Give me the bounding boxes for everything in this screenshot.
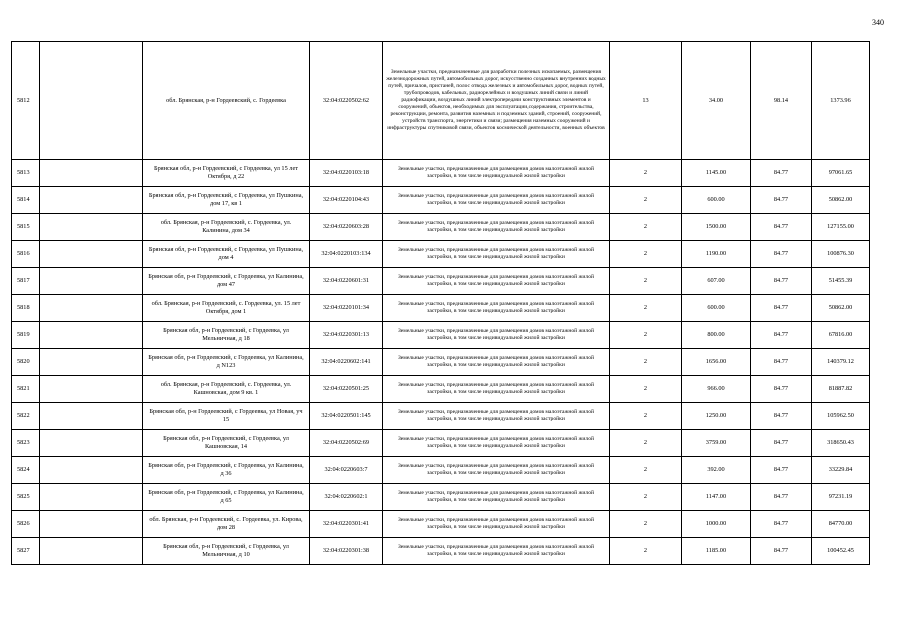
land-use-cell: Земельные участки, предназначенные для размещения домов малоэтажной жилой застройки, в том числе индивидуальной жилой застройки — [383, 349, 610, 376]
address-cell: Брянская обл, р-н Гордеевский, с Гордеевка, ул Кашновская, 14 — [143, 430, 310, 457]
address-cell: обл. Брянская, р-н Гордеевский, с. Гордеевка, ул. 15 лет Октября, дом 1 — [143, 295, 310, 322]
group-cell: 13 — [610, 42, 682, 160]
rate-cell: 84.77 — [751, 241, 812, 268]
area-cell: 1500.00 — [682, 214, 751, 241]
cadastral-number-cell: 32:04:0220301:41 — [310, 511, 383, 538]
rate-cell: 84.77 — [751, 322, 812, 349]
group-cell: 2 — [610, 511, 682, 538]
row-number: 5825 — [12, 484, 40, 511]
land-use-cell: Земельные участки, предназначенные для размещения домов малоэтажной жилой застройки, в том числе индивидуальной жилой застройки — [383, 511, 610, 538]
area-cell: 607.00 — [682, 268, 751, 295]
cadastral-number-cell: 32:04:0220601:31 — [310, 268, 383, 295]
land-use-cell: Земельные участки, предназначенные для размещения домов малоэтажной жилой застройки, в том числе индивидуальной жилой застройки — [383, 295, 610, 322]
empty-cell — [40, 376, 143, 403]
empty-cell — [40, 295, 143, 322]
group-cell: 2 — [610, 214, 682, 241]
table-row — [12, 430, 870, 457]
value-cell: 105962.50 — [812, 403, 870, 430]
cadastral-number-cell: 32:04:0220301:38 — [310, 538, 383, 565]
land-use-cell: Земельные участки, предназначенные для размещения домов малоэтажной жилой застройки, в том числе индивидуальной жилой застройки — [383, 430, 610, 457]
table-row — [12, 322, 870, 349]
cadastral-number-cell: 32:04:0220301:13 — [310, 322, 383, 349]
empty-cell — [40, 322, 143, 349]
address-cell: обл. Брянская, р-н Гордеевский, с. Гордеевка, ул. Калинина, дом 34 — [143, 214, 310, 241]
value-cell: 140379.12 — [812, 349, 870, 376]
table-row — [12, 42, 870, 160]
rate-cell: 84.77 — [751, 160, 812, 187]
table-body — [12, 42, 870, 565]
empty-cell — [40, 403, 143, 430]
rate-cell: 84.77 — [751, 295, 812, 322]
page-number: 340 — [872, 18, 884, 27]
row-number: 5822 — [12, 403, 40, 430]
cadastral-number-cell: 32:04:0220603:7 — [310, 457, 383, 484]
table-row — [12, 349, 870, 376]
area-cell: 800.00 — [682, 322, 751, 349]
row-number: 5827 — [12, 538, 40, 565]
area-cell: 1190.00 — [682, 241, 751, 268]
value-cell: 318650.43 — [812, 430, 870, 457]
row-number: 5823 — [12, 430, 40, 457]
area-cell: 966.00 — [682, 376, 751, 403]
table-row — [12, 187, 870, 214]
value-cell: 100876.30 — [812, 241, 870, 268]
rate-cell: 84.77 — [751, 457, 812, 484]
row-number: 5818 — [12, 295, 40, 322]
cadastral-value-table — [11, 41, 870, 565]
area-cell: 3759.00 — [682, 430, 751, 457]
rate-cell: 84.77 — [751, 430, 812, 457]
land-use-cell: Земельные участки, предназначенные для размещения домов малоэтажной жилой застройки, в том числе индивидуальной жилой застройки — [383, 214, 610, 241]
value-cell: 100452.45 — [812, 538, 870, 565]
empty-cell — [40, 511, 143, 538]
rate-cell: 84.77 — [751, 538, 812, 565]
row-number: 5826 — [12, 511, 40, 538]
rate-cell: 84.77 — [751, 214, 812, 241]
address-cell: Брянская обл, р-н Гордеевский, с Гордеевка, ул Пушкина, дом 4 — [143, 241, 310, 268]
rate-cell: 84.77 — [751, 376, 812, 403]
cadastral-number-cell: 32:04:0220502:62 — [310, 42, 383, 160]
value-cell: 1373.96 — [812, 42, 870, 160]
empty-cell — [40, 214, 143, 241]
area-cell: 600.00 — [682, 295, 751, 322]
address-cell: обл. Брянская, р-н Гордеевский, с. Гордеевка, ул. Кирова, дом 28 — [143, 511, 310, 538]
value-cell: 97231.19 — [812, 484, 870, 511]
land-use-cell: Земельные участки, предназначенные для размещения домов малоэтажной жилой застройки, в том числе индивидуальной жилой застройки — [383, 187, 610, 214]
cadastral-number-cell: 32:04:0220501:25 — [310, 376, 383, 403]
value-cell: 51455.39 — [812, 268, 870, 295]
cadastral-number-cell: 32:04:0220103:134 — [310, 241, 383, 268]
empty-cell — [40, 268, 143, 295]
row-number: 5824 — [12, 457, 40, 484]
address-cell: Брянская обл, р-н Гордеевский, с Гордеевка, ул Калинина, д 36 — [143, 457, 310, 484]
value-cell: 50862.00 — [812, 187, 870, 214]
rate-cell: 84.77 — [751, 268, 812, 295]
value-cell: 84770.00 — [812, 511, 870, 538]
empty-cell — [40, 160, 143, 187]
table-row — [12, 160, 870, 187]
row-number: 5819 — [12, 322, 40, 349]
group-cell: 2 — [610, 484, 682, 511]
value-cell: 33229.84 — [812, 457, 870, 484]
area-cell: 1147.00 — [682, 484, 751, 511]
land-use-cell: Земельные участки, предназначенные для размещения домов малоэтажной жилой застройки, в том числе индивидуальной жилой застройки — [383, 268, 610, 295]
area-cell: 34.00 — [682, 42, 751, 160]
table-row — [12, 295, 870, 322]
row-number: 5820 — [12, 349, 40, 376]
table-row — [12, 268, 870, 295]
table-row — [12, 511, 870, 538]
group-cell: 2 — [610, 241, 682, 268]
address-cell: Брянская обл, р-н Гордеевский, с Гордеевка, ул Мельничная, д 18 — [143, 322, 310, 349]
table-row — [12, 538, 870, 565]
land-use-cell: Земельные участки, предназначенные для размещения домов малоэтажной жилой застройки, в том числе индивидуальной жилой застройки — [383, 457, 610, 484]
cadastral-number-cell: 32:04:0220602:141 — [310, 349, 383, 376]
area-cell: 1250.00 — [682, 403, 751, 430]
table-row — [12, 241, 870, 268]
empty-cell — [40, 349, 143, 376]
cadastral-number-cell: 32:04:0220103:18 — [310, 160, 383, 187]
land-use-cell: Земельные участки, предназначенные для размещения домов малоэтажной жилой застройки, в том числе индивидуальной жилой застройки — [383, 538, 610, 565]
value-cell: 97061.65 — [812, 160, 870, 187]
row-number: 5814 — [12, 187, 40, 214]
empty-cell — [40, 187, 143, 214]
area-cell: 392.00 — [682, 457, 751, 484]
cadastral-number-cell: 32:04:0220501:145 — [310, 403, 383, 430]
address-cell: Брянская обл, р-н Гордеевский, с Гордеевка, ул Калинина, д 65 — [143, 484, 310, 511]
table-row — [12, 403, 870, 430]
land-use-cell: Земельные участки, предназначенные для разработки полезных ископаемых, размещения железнодорожных путей, автомобильных дорог, искусственно созданных внутренних водных путей, причалов, пристаней, полос отвода железных и автомобильных дорог, водных путей, трубопроводов, кабельных, радиорелейных и воздушных линий связи и линий радиофикации, воздушных линий электропередачи конструктивных элементов и сооружений, объектов, необходимых для эксплуатации,содержания, строительства, реконструкции, ремонта, развития наземных и подземных зданий, строений, сооружений, устройств транспорта, энергетики и связи; размещения наземных сооружений и инфраструктуры спутниковой связи, объектов космической деятельности, военных объектов — [383, 42, 610, 160]
rate-cell: 84.77 — [751, 403, 812, 430]
group-cell: 2 — [610, 349, 682, 376]
area-cell: 1000.00 — [682, 511, 751, 538]
cadastral-number-cell: 32:04:0220602:1 — [310, 484, 383, 511]
land-use-cell: Земельные участки, предназначенные для размещения домов малоэтажной жилой застройки, в том числе индивидуальной жилой застройки — [383, 160, 610, 187]
row-number: 5815 — [12, 214, 40, 241]
address-cell: Брянская обл, р-н Гордеевский, с Гордеевка, ул Новая, уч 15 — [143, 403, 310, 430]
empty-cell — [40, 430, 143, 457]
empty-cell — [40, 457, 143, 484]
group-cell: 2 — [610, 268, 682, 295]
rate-cell: 84.77 — [751, 484, 812, 511]
group-cell: 2 — [610, 187, 682, 214]
value-cell: 127155.00 — [812, 214, 870, 241]
row-number: 5813 — [12, 160, 40, 187]
table-row — [12, 214, 870, 241]
area-cell: 1185.00 — [682, 538, 751, 565]
empty-cell — [40, 241, 143, 268]
area-cell: 1656.00 — [682, 349, 751, 376]
address-cell: обл. Брянская, р-н Гордеевский, с. Гордеевка — [143, 42, 310, 160]
cadastral-number-cell: 32:04:0220603:28 — [310, 214, 383, 241]
table-row — [12, 457, 870, 484]
row-number: 5812 — [12, 42, 40, 160]
cadastral-number-cell: 32:04:0220502:69 — [310, 430, 383, 457]
group-cell: 2 — [610, 403, 682, 430]
group-cell: 2 — [610, 376, 682, 403]
address-cell: обл. Брянская, р-н Гордеевский, с. Гордеевка, ул. Кашновская, дом 9 кв. 1 — [143, 376, 310, 403]
table-row — [12, 484, 870, 511]
cadastral-number-cell: 32:04:0220104:43 — [310, 187, 383, 214]
value-cell: 81887.82 — [812, 376, 870, 403]
rate-cell: 84.77 — [751, 349, 812, 376]
area-cell: 600.00 — [682, 187, 751, 214]
rate-cell: 84.77 — [751, 187, 812, 214]
address-cell: Брянская обл, р-н Гордеевский, с Гордеевка, ул Пушкина, дом 17, кв 1 — [143, 187, 310, 214]
empty-cell — [40, 538, 143, 565]
row-number: 5821 — [12, 376, 40, 403]
address-cell: Брянская обл, р-н Гордеевский, с Гордеевка, ул Калинина, дом 47 — [143, 268, 310, 295]
group-cell: 2 — [610, 430, 682, 457]
group-cell: 2 — [610, 160, 682, 187]
rate-cell: 84.77 — [751, 511, 812, 538]
land-use-cell: Земельные участки, предназначенные для размещения домов малоэтажной жилой застройки, в том числе индивидуальной жилой застройки — [383, 484, 610, 511]
land-use-cell: Земельные участки, предназначенные для размещения домов малоэтажной жилой застройки, в том числе индивидуальной жилой застройки — [383, 241, 610, 268]
value-cell: 50862.00 — [812, 295, 870, 322]
table-row — [12, 376, 870, 403]
cadastral-number-cell: 32:04:0220101:34 — [310, 295, 383, 322]
area-cell: 1145.00 — [682, 160, 751, 187]
rate-cell: 98.14 — [751, 42, 812, 160]
land-use-cell: Земельные участки, предназначенные для размещения домов малоэтажной жилой застройки, в том числе индивидуальной жилой застройки — [383, 403, 610, 430]
land-use-cell: Земельные участки, предназначенные для размещения домов малоэтажной жилой застройки, в том числе индивидуальной жилой застройки — [383, 376, 610, 403]
address-cell: Брянская обл, р-н Гордеевский, с Гордеевка, ул 15 лет Октября, д 22 — [143, 160, 310, 187]
group-cell: 2 — [610, 322, 682, 349]
address-cell: Брянская обл, р-н Гордеевский, с Гордеевка, ул Мельничная, д 10 — [143, 538, 310, 565]
group-cell: 2 — [610, 295, 682, 322]
land-use-cell: Земельные участки, предназначенные для размещения домов малоэтажной жилой застройки, в том числе индивидуальной жилой застройки — [383, 322, 610, 349]
address-cell: Брянская обл, р-н Гордеевский, с Гордеевка, ул Калинина, д N123 — [143, 349, 310, 376]
group-cell: 2 — [610, 457, 682, 484]
row-number: 5817 — [12, 268, 40, 295]
group-cell: 2 — [610, 538, 682, 565]
empty-cell — [40, 42, 143, 160]
empty-cell — [40, 484, 143, 511]
row-number: 5816 — [12, 241, 40, 268]
value-cell: 67816.00 — [812, 322, 870, 349]
